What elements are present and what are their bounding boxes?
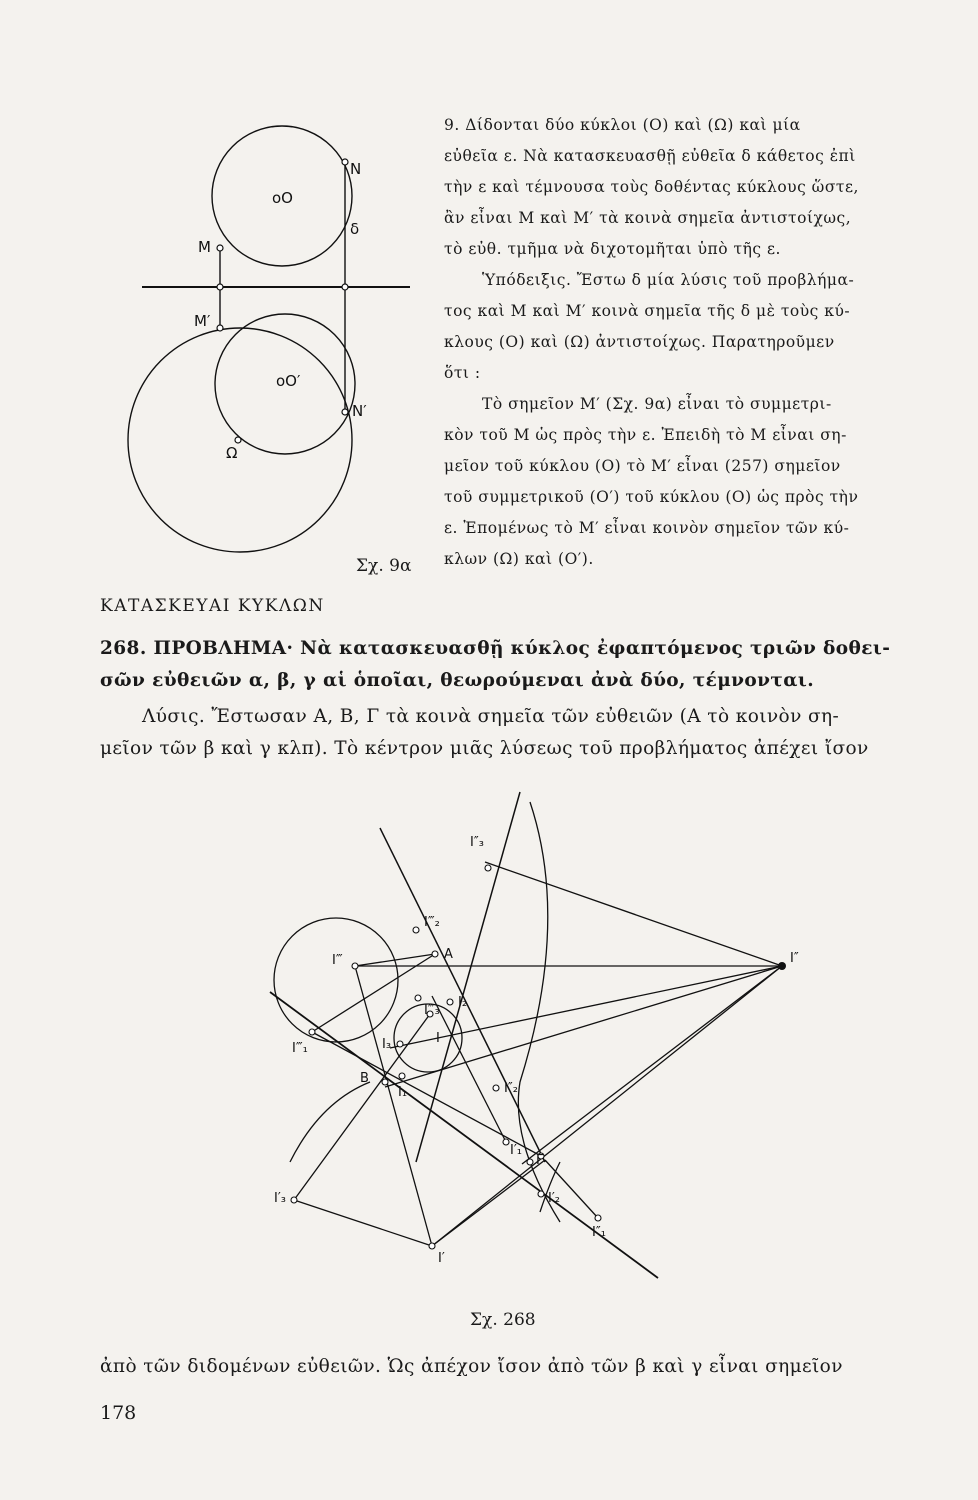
label-Gamma: Γ bbox=[536, 1153, 544, 1168]
page-number: 178 bbox=[100, 1402, 137, 1424]
label-I2-double-prime: I″₂ bbox=[504, 1081, 518, 1096]
label-I1-prime: I′₁ bbox=[510, 1143, 522, 1158]
text-line: ὅτι : bbox=[444, 364, 481, 382]
label-I3-double-prime: I″₃ bbox=[470, 835, 484, 850]
label-O-prime: οΟ′ bbox=[276, 372, 301, 390]
solution-line-2: μεῖον τῶν β καὶ γ κλπ). Τὸ κέντρον μιᾶς λύσεως τοῦ προβλήματος ἀπέχει ἴσον bbox=[100, 738, 869, 759]
label-I-prime: I′ bbox=[438, 1251, 445, 1266]
figure-9a-caption: Σχ. 9α bbox=[356, 556, 412, 576]
text-line: κλους (Ο) καὶ (Ω) ἀντιστοίχως. Παρατηροῦμεν bbox=[444, 333, 835, 351]
excircle-left bbox=[274, 918, 398, 1042]
label-B: B bbox=[360, 1071, 369, 1086]
label-I1-double-prime: I″₁ bbox=[592, 1225, 606, 1240]
label-I1-triple-prime: I‴₁ bbox=[292, 1041, 308, 1056]
label-Omega: Ω bbox=[226, 444, 238, 462]
problem-268-line-1: 268. ΠΡΟΒΛΗΜΑ· Νὰ κατασκευασθῇ κύκλος ἐφαπτόμενος τριῶν δοθει- bbox=[100, 638, 891, 659]
label-I: I bbox=[436, 1031, 440, 1046]
label-M: M bbox=[198, 238, 211, 256]
text-line: τοῦ συμμετρικοῦ (Ο′) τοῦ κύκλου (Ο) ὡς πρὸς τὴν bbox=[444, 488, 859, 506]
text-line: ε. Ἐπομένως τὸ Μ′ εἶναι κοινὸν σημεῖον τῶν κύ- bbox=[444, 519, 850, 537]
label-delta: δ bbox=[350, 220, 360, 238]
problem-268-line-2: σῶν εὐθειῶν α, β, γ αἱ ὁποῖαι, θεωρούμεναι ἀνὰ δύο, τέμνονται. bbox=[100, 670, 815, 691]
label-I-double-prime: I″ bbox=[790, 951, 799, 966]
text-line: εὐθεῖα ε. Νὰ κατασκευασθῇ εὐθεῖα δ κάθετος ἐπὶ bbox=[444, 147, 856, 165]
label-N-prime: N′ bbox=[352, 402, 367, 420]
text-line: τὴν ε καὶ τέμνουσα τοὺς δοθέντας κύκλους ὥστε, bbox=[444, 178, 859, 196]
label-I3: I₃ bbox=[382, 1037, 392, 1052]
text-line: κὸν τοῦ Μ ὡς πρὸς τὴν ε. Ἐπειδὴ τὸ Μ εἶναι ση- bbox=[444, 426, 847, 444]
label-N: N bbox=[350, 160, 362, 178]
text-line: τὸ εὐθ. τμῆμα νὰ διχοτομῆται ὑπὸ τῆς ε. bbox=[444, 240, 781, 258]
solution-line-1: Λύσις. Ἔστωσαν Α, Β, Γ τὰ κοινὰ σημεῖα τῶν εὐθειῶν (Α τὸ κοινὸν ση- bbox=[142, 706, 840, 727]
label-M-prime: M′ bbox=[194, 312, 211, 330]
text-line: Τὸ σημεῖον Μ′ (Σχ. 9α) εἶναι τὸ συμμετρι- bbox=[482, 395, 832, 413]
text-line: μεῖον τοῦ κύκλου (Ο) τὸ Μ′ εἶναι (257) σημεῖον bbox=[444, 457, 841, 475]
label-O: οΟ bbox=[272, 189, 293, 207]
text-line: 9. Δίδονται δύο κύκλοι (Ο) καὶ (Ω) καὶ μία bbox=[444, 116, 801, 134]
label-I2-triple-prime: I‴₂ bbox=[424, 915, 440, 930]
figure-268-caption: Σχ. 268 bbox=[470, 1310, 536, 1330]
text-line: Ὑπόδειξις. Ἔστω δ μία λύσις τοῦ προβλήμα- bbox=[482, 271, 855, 289]
text-line: ἂν εἶναι Μ καὶ Μ′ τὰ κοινὰ σημεῖα ἀντιστοίχως, bbox=[444, 209, 852, 227]
label-I1: I₁ bbox=[398, 1085, 408, 1100]
label-I-triple-prime: I‴ bbox=[332, 953, 343, 968]
figure-9a bbox=[110, 100, 450, 580]
label-I3-prime: I′₃ bbox=[274, 1191, 286, 1206]
label-I2: I₂ bbox=[458, 995, 468, 1010]
text-line: κλων (Ω) καὶ (Ο′). bbox=[444, 550, 594, 568]
section-heading: ΚΑΤΑΣΚΕΥΑΙ ΚΥΚΛΩΝ bbox=[100, 596, 325, 616]
text-line: τος καὶ Μ καὶ Μ′ κοινὰ σημεῖα τῆς δ μὲ τοὺς κύ- bbox=[444, 302, 851, 320]
solution-line-3: ἀπὸ τῶν διδομένων εὐθειῶν. Ὡς ἀπέχον ἴσον ἀπὸ τῶν β καὶ γ εἶναι σημεῖον bbox=[100, 1356, 843, 1377]
line-beta bbox=[416, 792, 520, 1162]
label-I2-prime: I′₂ bbox=[548, 1191, 560, 1206]
exercise-9-text bbox=[444, 110, 936, 575]
label-A: A bbox=[444, 947, 453, 962]
figure-268 bbox=[240, 782, 840, 1302]
label-I3-triple-prime: I‴₃ bbox=[424, 1003, 440, 1018]
